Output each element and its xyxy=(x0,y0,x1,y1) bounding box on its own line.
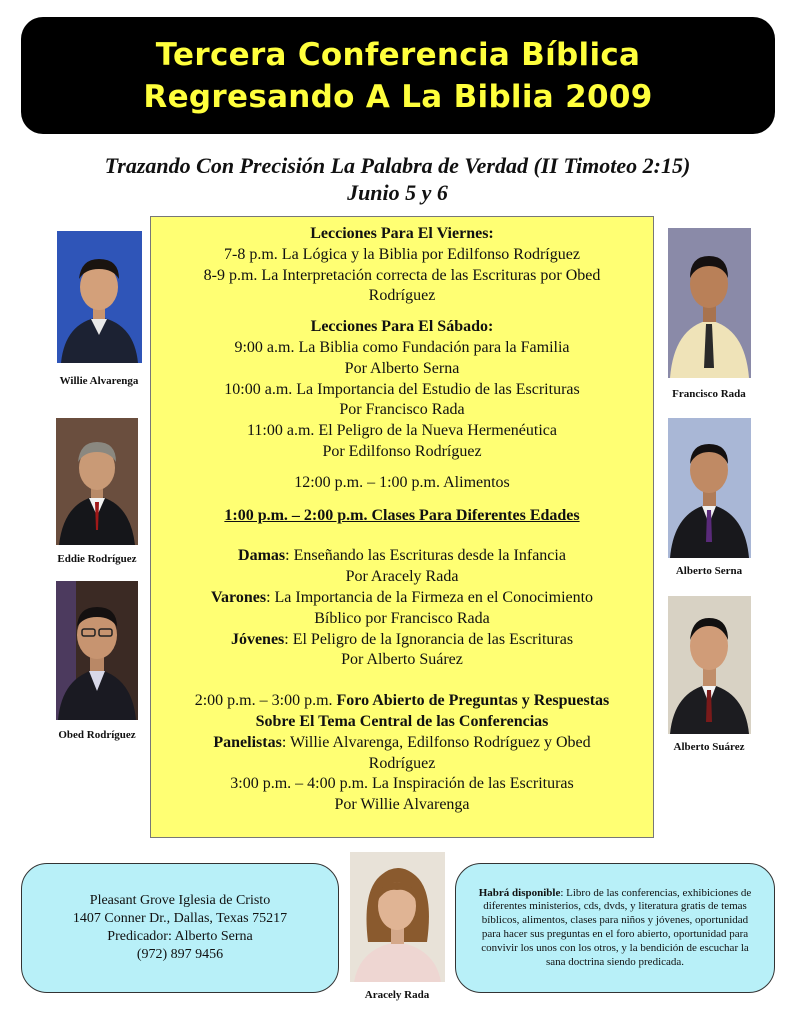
portrait-icon xyxy=(668,228,751,378)
photo-aracely-rada xyxy=(350,852,445,982)
damas-label: Damas xyxy=(238,547,286,565)
portrait-icon xyxy=(350,852,445,982)
panelists-label: Panelistas xyxy=(213,733,282,751)
availability-label: Habrá disponible xyxy=(478,886,561,899)
photo-willie-alvarenga xyxy=(57,231,142,363)
title-banner xyxy=(21,17,775,134)
saturday-lesson-2-speaker: Por Francisco Rada xyxy=(339,401,465,419)
friday-heading: Lecciones Para El Viernes: xyxy=(310,225,494,242)
jovenes-speaker: Por Alberto Suárez xyxy=(341,651,463,669)
caption-obed: Obed Rodríguez xyxy=(58,729,136,741)
last-lesson: 3:00 p.m. – 4:00 p.m. La Inspiración de las Escrituras xyxy=(230,775,574,793)
lunch: 12:00 p.m. – 1:00 p.m. Alimentos xyxy=(294,473,510,491)
caption-aracely: Aracely Rada xyxy=(364,989,430,1001)
church-preacher: Predicador: Alberto Serna xyxy=(107,929,253,944)
friday-lesson-2-cont: Rodríguez xyxy=(368,287,436,305)
saturday-lesson-3: 11:00 a.m. El Peligro de la Nueva Hermenéutica xyxy=(247,422,557,440)
portrait-icon xyxy=(57,231,142,363)
title-line-2: Regresando A La Biblia 2009 xyxy=(143,78,653,115)
varones-text-cont: Bíblico por Francisco Rada xyxy=(314,609,490,627)
photo-obed-rodriguez xyxy=(56,581,138,720)
photo-alberto-suarez xyxy=(668,596,751,734)
damas-text: : Enseñando las Escrituras desde la Infancia xyxy=(285,547,566,565)
damas-speaker: Por Aracely Rada xyxy=(345,568,459,586)
portrait-icon xyxy=(668,418,751,558)
forum-time: 2:00 p.m. – 3:00 p.m. xyxy=(194,692,337,710)
availability-box xyxy=(455,863,775,993)
forum-title-cont: Sobre El Tema Central de las Conferencias xyxy=(255,712,549,730)
portrait-icon xyxy=(56,581,138,720)
photo-alberto-serna xyxy=(668,418,751,558)
panelists-text-cont: Rodríguez xyxy=(368,754,436,772)
friday-lesson-2: 8-9 p.m. La Interpretación correcta de las Escrituras por Obed xyxy=(203,266,601,284)
forum xyxy=(151,691,653,712)
saturday-lesson-1: 9:00 a.m. La Biblia como Fundación para la Familia xyxy=(234,338,570,356)
varones-class xyxy=(151,588,653,609)
caption-alberto-suarez: Alberto Suárez xyxy=(673,741,745,753)
caption-eddie: Eddie Rodríguez xyxy=(57,553,137,565)
classes-heading: 1:00 p.m. – 2:00 p.m. Clases Para Diferentes Edades xyxy=(224,506,580,524)
jovenes-text: : El Peligro de la Ignorancia de las Escrituras xyxy=(284,630,574,648)
saturday-lesson-1-speaker: Por Alberto Serna xyxy=(344,359,460,377)
subtitle-dates: Junio 5 y 6 xyxy=(347,180,448,205)
church-name: Pleasant Grove Iglesia de Cristo xyxy=(89,893,271,908)
caption-francisco: Francisco Rada xyxy=(672,388,746,400)
varones-text: : La Importancia de la Firmeza en el Conocimiento xyxy=(266,588,594,606)
subtitle xyxy=(0,152,795,206)
subtitle-theme: Trazando Con Precisión La Palabra de Verdad (II Timoteo 2:15) xyxy=(104,153,691,178)
church-address: 1407 Conner Dr., Dallas, Texas 75217 xyxy=(72,911,288,926)
friday-lesson-1: 7-8 p.m. La Lógica y la Biblia por Edilfonso Rodríguez xyxy=(224,245,580,263)
panelists xyxy=(151,733,653,754)
availability-text xyxy=(474,887,756,970)
schedule-box xyxy=(150,216,654,838)
caption-alberto-serna: Alberto Serna xyxy=(675,565,743,577)
caption-willie: Willie Alvarenga xyxy=(59,375,139,387)
title-line-1: Tercera Conferencia Bíblica xyxy=(155,36,641,73)
portrait-icon xyxy=(668,596,751,734)
varones-label: Varones xyxy=(210,588,267,606)
panelists-text: : Willie Alvarenga, Edilfonso Rodríguez y Obed xyxy=(281,733,591,751)
saturday-heading: Lecciones Para El Sábado: xyxy=(310,318,494,336)
jovenes-label: Jóvenes xyxy=(230,630,285,648)
photo-eddie-rodriguez xyxy=(56,418,138,545)
last-lesson-speaker: Por Willie Alvarenga xyxy=(334,796,470,814)
photo-francisco-rada xyxy=(668,228,751,378)
church-phone: (972) 897 9456 xyxy=(136,947,224,962)
availability-details: : Libro de las conferencias, exhibiciones de diferentes ministerios, cds, dvds, y literatura gratis de temas bíblicos, alimentos, clases para niños y jóvenes, oportunidad para hacer sus preguntas en el foro abierto, oportunidad para convivir los unos con los otros, y la bendición de escuchar la sana doctrina siendo predicada. xyxy=(481,886,752,968)
damas-class xyxy=(151,546,653,567)
contact-box xyxy=(21,863,339,993)
portrait-icon xyxy=(56,418,138,545)
jovenes-class xyxy=(151,630,653,651)
saturday-lesson-2: 10:00 a.m. La Importancia del Estudio de las Escrituras xyxy=(224,380,580,398)
forum-title: Foro Abierto de Preguntas y Respuestas xyxy=(336,692,610,710)
saturday-lesson-3-speaker: Por Edilfonso Rodríguez xyxy=(322,442,482,460)
